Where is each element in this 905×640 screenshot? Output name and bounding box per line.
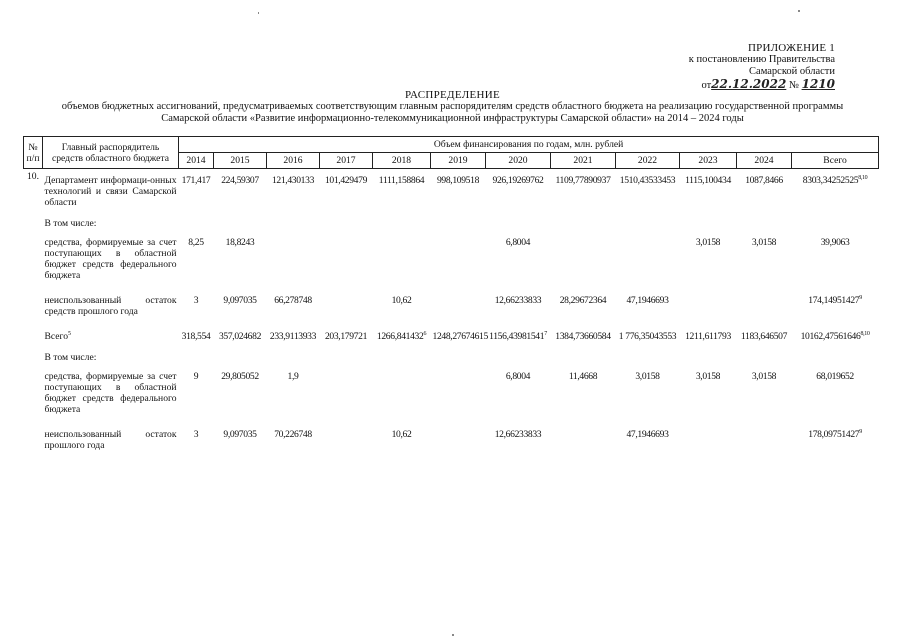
value-cell: 68,019652 [816,371,854,382]
value-cell: 3,0158 [751,237,777,248]
value-cell [373,231,431,289]
table-row [24,289,879,325]
date-prefix: от [701,80,712,91]
table-row [24,350,879,365]
header-year: 2018 [373,153,431,169]
header-year: 2022 [616,153,680,169]
value-cell [431,365,486,423]
table-row [24,365,879,423]
value-cell: 3,0158 [635,371,660,382]
footnote-mark: 5 [68,331,72,337]
row-number [24,325,43,350]
row-name: средства, формируемые за счет поступающих в областной бюджет средств федерального бюджета [44,237,177,281]
value-cell [431,231,486,289]
value-cell [431,423,486,459]
value-cell: 18,8243 [225,237,255,248]
document-heading [0,89,905,125]
heading-line: Самарской области «Развитие информационно-телекоммуникационной инфраструктуры Самарской области» на 2014 – 2024 годы [161,113,744,124]
value-cell [737,289,792,325]
value-cell [737,423,792,459]
footnote-mark: 9 [859,429,862,435]
value-cell [680,289,737,325]
value-cell: 101,429479 [324,175,368,186]
value-cell [551,231,616,289]
row-number [24,289,43,325]
value-cell: 178,09751427$^9$ [808,429,862,440]
value-cell: 357,024682 [218,331,262,342]
value-cell: 3 [193,429,199,440]
value-cell: 233,9113933 [269,331,317,342]
table-row [24,231,879,289]
header-financing: Объем финансирования по годам, млн. рублей [179,137,879,153]
scan-speck [452,634,454,636]
table-row [24,216,879,231]
value-cell: 66,278748 [274,295,312,306]
table-row [24,169,879,217]
value-cell [680,423,737,459]
value-cell: 926,19269762 [492,175,544,186]
number-sign: № [788,80,799,91]
value-cell: 3 [193,295,199,306]
value-cell: 171,417 [181,175,211,186]
value-cell: 10,62 [391,295,412,306]
value-cell [320,231,373,289]
header-year: 2024 [737,153,792,169]
value-cell [431,289,486,325]
value-cell: 318,554 [181,331,211,342]
header-year: 2020 [486,153,551,169]
value-cell: 39,9063 [820,237,850,248]
value-cell: 9,097035 [223,295,257,306]
value-cell: 1111,158864 [378,175,425,186]
scan-speck [258,12,259,14]
value-cell [320,423,373,459]
value-cell: 3,0158 [695,237,721,248]
value-cell [267,231,320,289]
row-number [24,423,43,459]
row-name: Департамент информаци-онных технологий и связи Самарской области [44,175,177,208]
footnote-mark: 7 [544,331,547,337]
header-year: 2015 [214,153,267,169]
value-cell: 12,66233833 [494,429,542,440]
footnote-mark: 8,10 [858,175,868,181]
appendix-line: Самарской области [749,66,835,77]
value-cell: 11,4668 [568,371,598,382]
footnote-mark: 6 [423,331,427,337]
value-cell: 9 [193,371,199,382]
handwritten-number: 1210 [801,77,835,91]
value-cell: 1266,841432$^6$ [376,331,427,342]
handwritten-date: 22.12.2022 [711,77,787,91]
footnote-mark: 9 [859,295,862,301]
header-number: № п/п [24,137,43,169]
value-cell [551,423,616,459]
value-cell [320,365,373,423]
value-cell: 121,430133 [271,175,315,186]
value-cell: 203,179721 [324,331,368,342]
value-cell: 12,66233833 [494,295,542,306]
table-body [24,169,879,460]
value-cell: 1211,611793 [685,331,731,342]
table-row [24,423,879,459]
heading-line: объемов бюджетных ассигнований, предусматриваемых соответствующим главным распорядителям средств областного бюджета на реализацию государственной программы [61,101,844,112]
section-label: В том числе: [44,218,97,229]
table-row [24,325,879,350]
header-year: 2017 [320,153,373,169]
value-cell: 224,59307 [221,175,259,186]
header-year: 2019 [431,153,486,169]
header-year: 2023 [680,153,737,169]
row-name: неиспользованный остаток прошлого года [44,429,177,451]
value-cell: 70,226748 [274,429,312,440]
footnote-mark: 8,10 [860,331,870,337]
row-name: Всего$^5$ [44,331,72,342]
row-number [24,365,43,423]
appendix-block [689,42,835,92]
value-cell: 1510,43533453 [619,175,676,186]
value-cell: 1 776,35043553 [618,331,677,342]
row-name: неиспользованный остаток средств прошлого года [44,295,177,317]
value-cell: 28,29672364 [559,295,607,306]
value-cell: 47,1946693 [626,429,669,440]
header-name: Главный распорядитель средств областного бюджета [43,137,179,169]
header-year: 2016 [267,153,320,169]
header-year: 2021 [551,153,616,169]
row-number [24,231,43,289]
value-cell: 29,805052 [221,371,259,382]
value-cell: 1384,73660584 [555,331,611,342]
value-cell: 47,1946693 [626,295,669,306]
value-cell: 1156,43981541$^7$ [489,331,547,342]
scan-speck [798,10,800,12]
value-cell: 8303,34252525$^{8,10}$ [802,175,868,186]
value-cell: 3,0158 [751,371,777,382]
appendix-title: ПРИЛОЖЕНИЕ 1 [748,42,835,54]
value-cell [373,365,431,423]
value-cell: 1183,646507 [740,331,788,342]
value-cell: 6,8004 [505,237,531,248]
value-cell: 8,25 [188,237,204,248]
value-cell [616,231,680,289]
document-title: РАСПРЕДЕЛЕНИЕ [405,89,500,101]
row-number: 10. [27,171,39,182]
header-year: Всего [792,153,879,169]
value-cell: 998,109518 [436,175,480,186]
header-year: 2014 [179,153,214,169]
value-cell: 9,097035 [223,429,257,440]
row-name: средства, формируемые за счет поступающих в областной бюджет средств федерального бюджета [44,371,177,415]
value-cell: 10,62 [391,429,412,440]
value-cell: 1109,77890937 [555,175,611,186]
value-cell: 1248,27674615 [432,331,488,342]
value-cell: 1,9 [287,371,299,382]
value-cell: 1087,8466 [745,175,783,186]
section-label: В том числе: [44,352,97,363]
value-cell [320,289,373,325]
value-cell: 1115,100434 [685,175,731,186]
value-cell: 6,8004 [505,371,531,382]
budget-table [23,136,879,459]
value-cell: 174,14951427$^9$ [808,295,862,306]
appendix-line: к постановлению Правительства [688,54,835,65]
value-cell: 3,0158 [695,371,721,382]
value-cell: 10162,47561646$^{8,10}$ [800,331,870,342]
